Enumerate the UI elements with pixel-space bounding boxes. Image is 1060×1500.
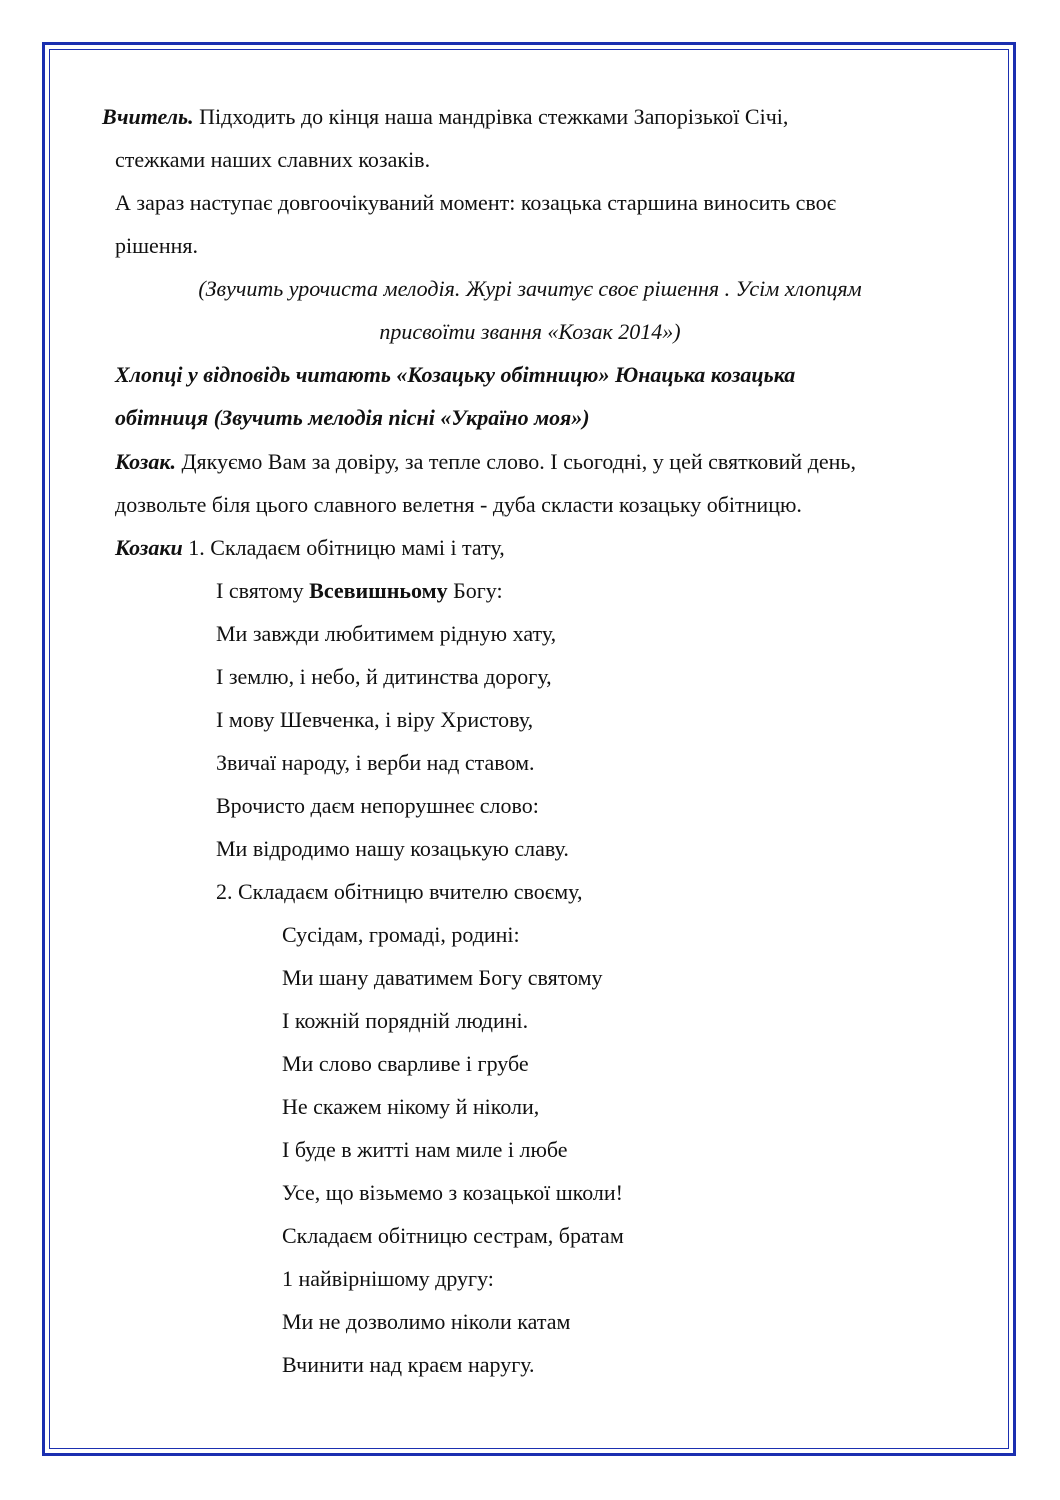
stage-direction-line-1: (Звучить урочиста мелодія. Журі зачитує своє рішення . Усім хлопцям (198, 276, 862, 301)
speaker-kozaky: Козаки (115, 535, 183, 560)
verse1-line-5: Звичаї народу, і верби над ставом. (216, 750, 535, 775)
boys-reply-line-1: Хлопці у відповідь читають «Козацьку обітницю» Юнацька козацька (115, 362, 796, 387)
verse2-line-5: Ми слово сварливе і грубе (282, 1051, 529, 1076)
kozaky-text-1: 1. Складаєм обітницю мамі і тату, (182, 535, 505, 560)
verse1-line-3: І землю, і небо, й дитинства дорогу, (216, 664, 552, 689)
verse2-line-7: І буде в житті нам миле і любе (282, 1137, 568, 1162)
verse2-line-2: Сусідам, громаді, родині: (282, 922, 520, 947)
verse1-line-1 (216, 578, 503, 604)
verse1-line-1-post: Богу: (447, 578, 503, 603)
kozak-line-1 (115, 449, 856, 475)
verse2-line-3: Ми шану даватимем Богу святому (282, 965, 603, 990)
verse1-line-2: Ми завжди любитимем рідную хату, (216, 621, 557, 646)
verse1-line-1-bold: Всевишньому (309, 578, 448, 603)
verse2-line-4: І кожній порядній людині. (282, 1008, 529, 1033)
teacher-text-1: Підходить до кінця наша мандрівка стежками Запорізької Січі, (193, 104, 789, 129)
kozak-line-2: дозвольте біля цього славного велетня - дуба скласти козацьку обітницю. (115, 492, 802, 517)
verse1-line-6: Врочисто даєм непорушнеє слово: (216, 793, 539, 818)
verse2-line-10: 1 найвірнішому другу: (282, 1266, 494, 1291)
verse2-line-9: Складаєм обітницю сестрам, братам (282, 1223, 624, 1248)
teacher-line-3: А зараз наступає довгоочікуваний момент: козацька старшина виносить своє (115, 190, 837, 215)
verse1-line-7: Ми відродимо нашу козацькую славу. (216, 836, 569, 861)
verse1-line-1-pre: І святому (216, 578, 310, 603)
stage-direction-line-2: присвоїти звання «Козак 2014») (379, 319, 681, 344)
verse1-line-4: І мову Шевченка, і віру Христову, (216, 707, 534, 732)
teacher-line-1 (102, 104, 788, 130)
kozak-text-1: Дякуємо Вам за довіру, за тепле слово. І сьогодні, у цей святковий день, (176, 449, 856, 474)
speaker-teacher: Вчитель. (102, 104, 194, 129)
teacher-line-2: стежками наших славних козаків. (115, 147, 431, 172)
verse2-line-6: Не скажем нікому й ніколи, (282, 1094, 540, 1119)
verse2-line-8: Усе, що візьмемо з козацької школи! (282, 1180, 624, 1205)
teacher-line-4: рішення. (115, 233, 198, 258)
boys-reply-line-2: обітниця (Звучить мелодія пісні «Україно моя») (115, 405, 590, 430)
verse2-line-11: Ми не дозволимо ніколи катам (282, 1309, 571, 1334)
verse2-line-12: Вчинити над краєм наругу. (282, 1352, 535, 1377)
speaker-kozak: Козак. (115, 449, 177, 474)
verse2-line-1: 2. Складаєм обітницю вчителю своєму, (216, 879, 583, 904)
kozaky-line-1 (115, 535, 505, 561)
